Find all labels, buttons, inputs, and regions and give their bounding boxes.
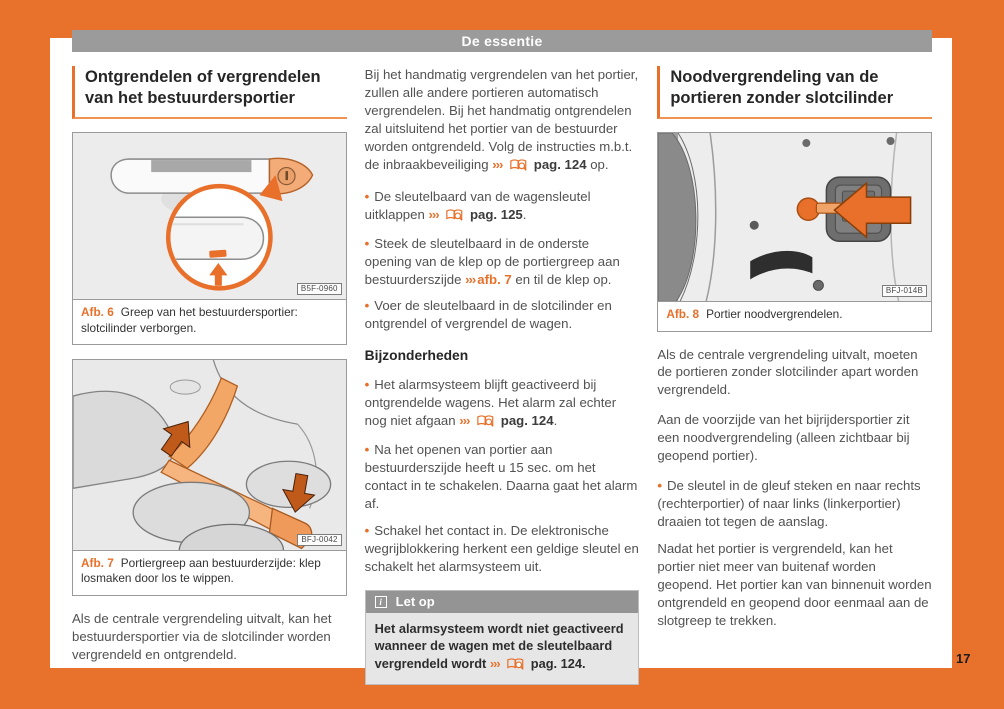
book-ref-icon (477, 414, 494, 432)
inline-text: De sleutel in de gleuf steken en naar rechts (rechterportier) of naar links (linkerportier) draaien tot tegen de aanslag. (657, 478, 921, 530)
subheading-bijzonderheden: Bijzonderheden (364, 348, 469, 364)
figure-8-caption (658, 302, 931, 331)
door-lock-illustration (658, 133, 931, 301)
bullet-item (365, 297, 640, 333)
bullet-text (365, 189, 591, 222)
inline-text: Het alarmsysteem wordt niet geactiveerd wanneer de wagen met de sleutelbaard vergrendeld wordt (374, 620, 624, 671)
figure-6-label: Afb. 6 (81, 304, 114, 319)
cross-ref-arrows: ››› (489, 655, 500, 671)
cross-ref-arrows: ››› (459, 413, 470, 429)
bullet-item (365, 522, 640, 576)
figure-7-image (73, 360, 346, 550)
bullet-text (365, 377, 616, 428)
bullet-item (657, 477, 932, 531)
inline-text: . (582, 655, 586, 671)
figure-6-caption (73, 300, 346, 344)
book-ref-icon (446, 208, 463, 226)
bullet-item (365, 188, 640, 226)
figure-ref: afb. 7 (477, 271, 512, 287)
page-ref: pag. 124 (533, 156, 587, 172)
left-column (72, 66, 347, 685)
bullet-icon: • (657, 478, 662, 494)
bullet-item (365, 441, 640, 513)
right-heading: Noodvergrendeling van de portieren zonder slotcilinder (657, 66, 932, 119)
bullet-text (365, 442, 638, 511)
note-box (365, 590, 640, 685)
bullet-icon: • (364, 298, 370, 314)
inline-text: Voer de sleutelbaard in de slotcilinder en ontgrendel of vergrendel de wagen. (364, 298, 612, 332)
note-header (366, 591, 639, 613)
right-paragraph-1: Als de centrale vergrendeling uitvalt, moeten de portieren zonder slotcilinder apart worden vergrendeld. (657, 346, 919, 398)
note-title: Let op (395, 593, 435, 609)
middle-column (365, 66, 640, 685)
bullet-icon: • (364, 522, 370, 538)
bullet-text (657, 478, 920, 529)
figure-8-code: BFJ-014B (882, 285, 927, 297)
figure-6-code: B5F-0960 (297, 283, 342, 295)
page-ref: pag. 124 (530, 655, 582, 671)
figure-6 (72, 132, 347, 346)
bullet-icon: • (364, 442, 370, 457)
inline-text: Steek de sleutelbaard in de onderste opening van de klep op de portiergreep aan bestuurderszijde (364, 235, 620, 287)
bullet-icon: • (364, 188, 370, 204)
inline-text: . (553, 413, 558, 429)
cross-ref-arrows: ››› (428, 206, 439, 222)
left-heading: Ontgrendelen of vergrendelen van het bestuurdersportier (72, 66, 347, 119)
inline-text: De sleutelbaard van de wagensleutel uitklappen (364, 188, 591, 222)
figure-7 (72, 359, 347, 596)
figure-6-image (73, 133, 346, 300)
intro-paragraph (365, 66, 640, 176)
book-ref-icon (507, 657, 524, 675)
page-number: 17 (956, 651, 971, 666)
note-body (366, 613, 639, 684)
content-columns (72, 66, 932, 671)
inline-text: op. (586, 156, 609, 172)
door-handle-illustration (73, 133, 346, 299)
page-ref: pag. 124 (500, 413, 554, 429)
figure-8-caption-text: Portier noodvergrendelen. (706, 306, 843, 321)
page-ref: pag. 125 (469, 206, 523, 222)
bullet-text (365, 236, 620, 287)
figure-7-label: Afb. 7 (81, 555, 114, 570)
figure-8 (657, 132, 932, 332)
figure-8-image (658, 133, 931, 302)
figure-6-caption-text: Greep van het bestuurdersportier: slotcilinder verborgen. (81, 304, 298, 335)
bullet-text (365, 523, 639, 574)
inline-text: Na het openen van portier aan bestuurderszijde heeft u 15 sec. om het contact in te schakelen. Daarna gaat het alarm af. (364, 442, 638, 511)
manual-page (50, 33, 952, 671)
right-paragraph-2: Aan de voorzijde van het bijrijdersportier zit een noodvergrendeling (alleen zichtbaar bij geopend portier). (657, 412, 910, 464)
figure-7-caption-text: Portiergreep aan bestuurderzijde: klep losmaken door los te wippen. (81, 555, 321, 586)
section-banner-title: De essentie (461, 33, 543, 49)
figure-7-caption (73, 551, 346, 595)
bullet-icon: • (364, 235, 370, 251)
cross-ref-arrows: ››› (465, 271, 476, 287)
bullet-item (365, 376, 640, 432)
section-banner (72, 30, 932, 52)
left-outro-paragraph: Als de centrale vergrendeling uitvalt, kan het bestuurdersportier via de slotcilinder worden vergrendeld en ontgrendeld. (72, 610, 332, 662)
figure-7-code: BFJ-0042 (297, 534, 341, 546)
inline-text: Bij het handmatig vergrendelen van het portier, zullen alle andere portieren automatisch vergrendelen. Bij het handmatig ontgrendelen zal uitsluitend het portier van de bestuurder worden ontgrendeld. Volg de instructies m.b.t. de inbraakbeveiliging (364, 67, 639, 172)
inline-text: Het alarmsysteem blijft geactiveerd bij ontgrendelde wagens. Het alarm zal echter nog niet afgaan (364, 377, 617, 429)
bullet-icon: • (364, 377, 370, 393)
figure-8-label: Afb. 8 (666, 306, 700, 321)
bullet-text (365, 298, 612, 331)
info-icon: i (375, 596, 387, 608)
handle-flap-illustration (73, 360, 346, 549)
right-column (657, 66, 932, 685)
inline-text: en til de klep op. (511, 271, 612, 287)
inline-text: . (522, 206, 527, 222)
bullet-item (365, 235, 640, 289)
book-ref-icon (510, 158, 527, 176)
cross-ref-arrows: ››› (492, 156, 503, 172)
right-paragraph-3: Nadat het portier is vergrendeld, kan het portier niet meer van buitenaf worden geopend. Het portier kan van binnenuit worden ontgrendeld en geopend door eenmaal aan de slotgreep te trekken. (657, 541, 932, 628)
inline-text: Schakel het contact in. De elektronische wegrijblokkering herkent een geldige sleutel en schakelt het alarmsysteem uit. (364, 522, 639, 574)
